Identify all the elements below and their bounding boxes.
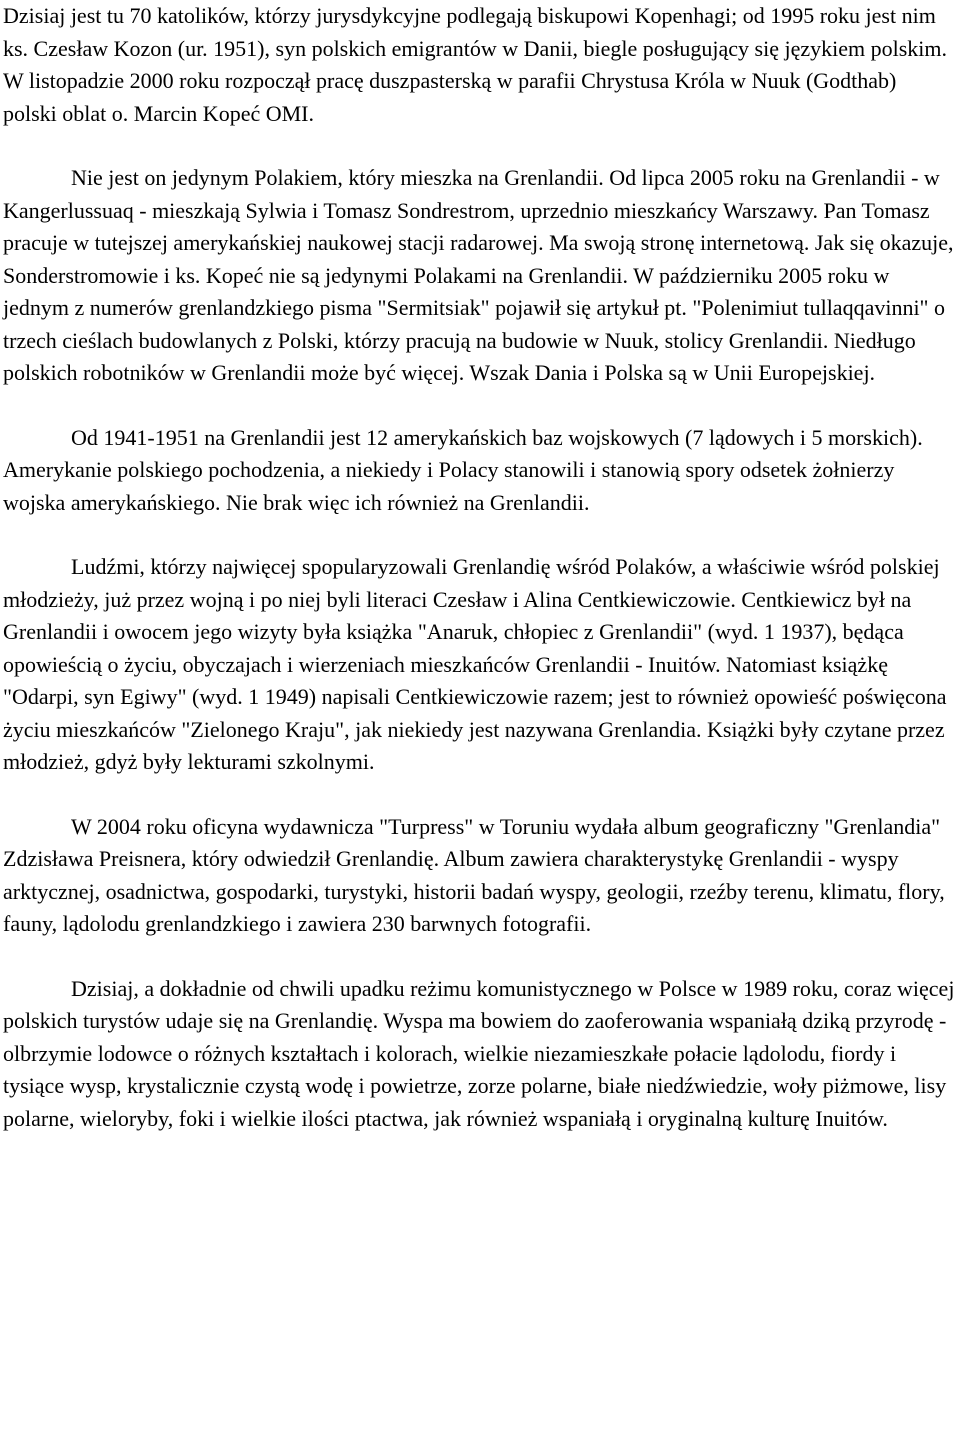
paragraph-gap — [3, 779, 955, 811]
paragraph-american-bases: Od 1941-1951 na Grenlandii jest 12 amerykańskich baz wojskowych (7 lądowych i 5 morskich). Amerykanie polskiego pochodzenia, a niekiedy i Polacy stanowili i stanowią spory odsetek żołnierzy wojska amerykańskiego. Nie brak więc ich również na Grenlandii. — [3, 424, 923, 515]
paragraph-catholics-copenhagen: Dzisiaj jest tu 70 katolików, którzy jurysdykcyjne podlegają biskupowi Kopenhagi; od 1995 roku jest nim ks. Czesław Kozon (ur. 1951), syn polskich emigrantów w Danii, biegle posługujący się językiem polskim. W listopadzie 2000 roku rozpoczął pracę duszpasterską w parafii Chrystusa Króla w Nuuk (Godthab) polski oblat o. Marcin Kopeć OMI. — [3, 3, 948, 126]
paragraph-turpress-album: W 2004 roku oficyna wydawnicza "Turpress" w Toruniu wydała album geograficzny "Grenlandia" Zdzisława Preisnera, który odwiedził Grenlandię. Album zawiera charakterystykę Grenlandii - wyspy arktycznej, osadnictwa, gospodarki, turystyki, historii badań wyspy, geologii, rzeźby terenu, klimatu, flory, fauny, lądolodu grenlandzkiego i zawiera 230 barwnych fotografii. — [3, 813, 945, 936]
paragraph-centkiewicz-writers: Ludźmi, którzy najwięcej spopularyzowali Grenlandię wśród Polaków, a właściwie wśród polskiej młodzieży, już przez wojną i po niej byli literaci Czesław i Alina Centkiewiczowie. Centkiewicz był na Grenlandii i owocem jego wizyty była książka "Anaruk, chłopiec z Grenlandii" (wyd. 1 1937), będąca opowieścią o życiu, obyczajach i wierzeniach mieszkańców Grenlandii - Inuitów. Natomiast książkę "Odarpi, syn Egiwy" (wyd. 1 1949) napisali Centkiewiczowie razem; jest to również opowieść poświęcona życiu mieszkańców "Zielonego Kraju", jak niekiedy jest nazywana Grenlandia. Książki były czytane przez młodzież, gdyż były lekturami szkolnymi. — [3, 554, 947, 774]
paragraph-polish-tourists: Dzisiaj, a dokładnie od chwili upadku reżimu komunistycznego w Polsce w 1989 roku, coraz więcej polskich turystów udaje się na Grenlandię. Wyspa ma bowiem do zaoferowania wspaniałą dziką przyrodę - olbrzymie lodowce o różnych kształtach i kolorach, wielkie niezamieszkałe połacie lądolodu, fiordy i tysiące wysp, krystalicznie czystą wodę i powietrze, zorze polarne, białe niedźwiedzie, woły piżmowe, lisy polarne, wieloryby, foki i wielkie ilości ptactwa, jak również wspaniałą i oryginalną kulturę Inuitów. — [3, 975, 955, 1131]
paragraph-gap — [3, 130, 955, 162]
document-page — [3, 0, 955, 1135]
paragraph-gap — [3, 941, 955, 973]
paragraph-poles-in-greenland: Nie jest on jedynym Polakiem, który mieszka na Grenlandii. Od lipca 2005 roku na Grenlandii - w Kangerlussuaq - mieszkają Sylwia i Tomasz Sondrestrom, uprzednio mieszkańcy Warszawy. Pan Tomasz pracuje w tutejszej amerykańskiej naukowej stacji radarowej. Ma swoją stronę internetową. Jak się okazuje, Sonderstromowie i ks. Kopeć nie są jedynymi Polakami na Grenlandii. W październiku 2005 roku w jednym z numerów grenlandzkiego pisma "Sermitsiak" pojawił się artykuł pt. "Polenimiut tullaqqavinni" o trzech cieślach budowlanych z Polski, którzy pracują na budowie w Nuuk, stolicy Grenlandii. Niedługo polskich robotników w Grenlandii może być więcej. Wszak Dania i Polska są w Unii Europejskiej. — [3, 165, 954, 385]
paragraph-gap — [3, 390, 955, 422]
paragraph-gap — [3, 519, 955, 551]
